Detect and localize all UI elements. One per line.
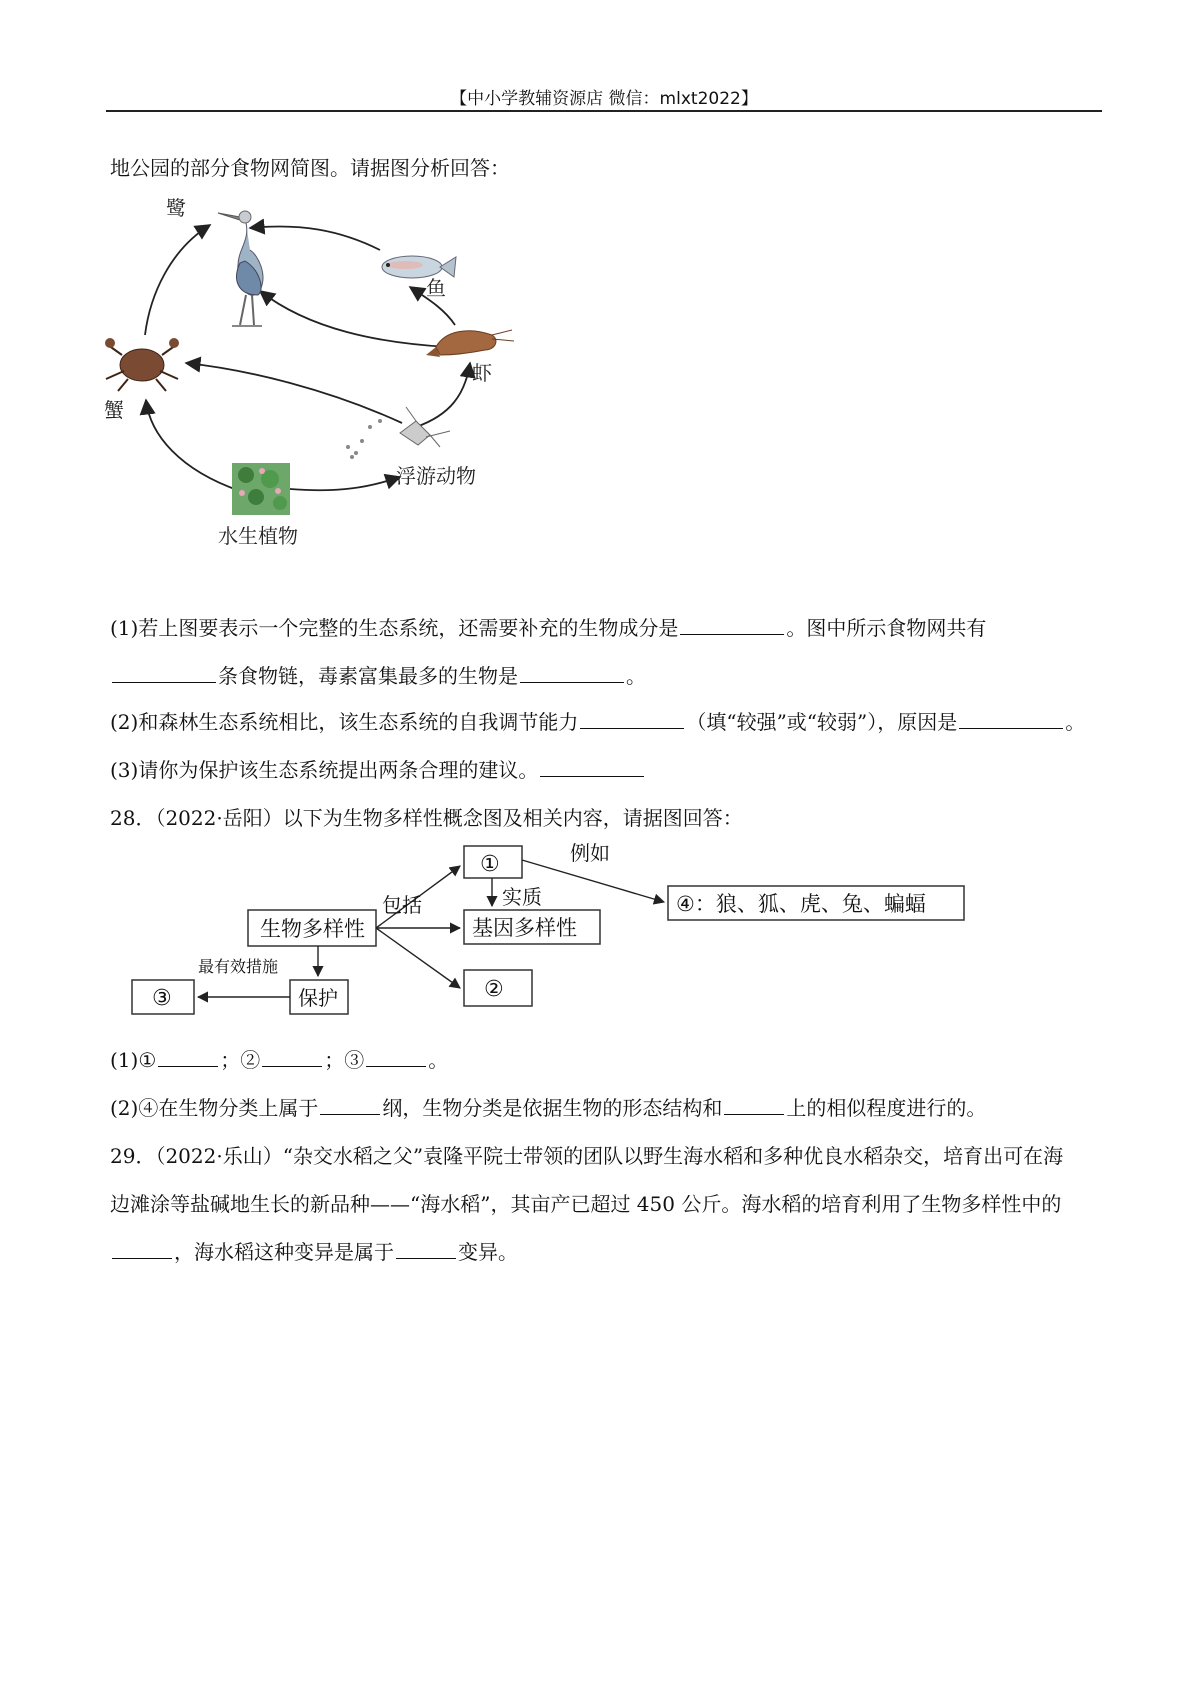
q29-line-2: 边滩涂等盐碱地生长的新品种——“海水稻”，其亩产已超过 450 公斤。海水稻的培育利用了生物多样性中的 bbox=[110, 1192, 1062, 1216]
genetic-diversity-label: 基因多样性 bbox=[472, 916, 577, 940]
answer-blank[interactable] bbox=[580, 710, 684, 729]
arrow-plankton-to-shrimp bbox=[416, 363, 470, 427]
protect-label: 保护 bbox=[298, 986, 338, 1010]
q27-line-3 bbox=[110, 708, 1085, 736]
q28-answer-2 bbox=[110, 1094, 986, 1122]
food-web-diagram bbox=[100, 195, 580, 595]
q28-answer-1 bbox=[110, 1046, 448, 1074]
arrow-plankton-to-crab bbox=[186, 363, 402, 423]
q28-text-1a: (1)① bbox=[110, 1048, 157, 1072]
aquatic-plant-icon bbox=[232, 463, 290, 515]
q27-text-3c: 。 bbox=[1065, 710, 1086, 734]
arrow-plants-to-plankton bbox=[290, 477, 400, 490]
most-effective-label: 最有效措施 bbox=[198, 957, 279, 976]
plankton-icon bbox=[346, 407, 450, 459]
shrimp-icon bbox=[426, 330, 514, 357]
plants-label: 水生植物 bbox=[218, 524, 298, 548]
heron-label: 鹭 bbox=[166, 196, 186, 220]
essence-label: 实质 bbox=[502, 885, 542, 909]
biodiversity-label: 生物多样性 bbox=[260, 917, 365, 941]
q27-text-1b: 。图中所示食物网共有 bbox=[786, 616, 987, 640]
q28-text-2b: 纲，生物分类是依据生物的形态结构和 bbox=[382, 1096, 723, 1120]
answer-blank[interactable] bbox=[680, 616, 784, 635]
arrow-shrimp-to-heron bbox=[260, 291, 448, 347]
box-2-label: ② bbox=[484, 977, 504, 1002]
answer-blank[interactable] bbox=[540, 758, 644, 777]
answer-blank[interactable] bbox=[520, 664, 624, 683]
fish-label: 鱼 bbox=[426, 276, 446, 300]
answer-blank[interactable] bbox=[112, 664, 216, 683]
intro-text: 地公园的部分食物网简图。请据图分析回答： bbox=[110, 156, 510, 180]
plankton-label: 浮游动物 bbox=[396, 464, 476, 488]
header-rule bbox=[106, 110, 1102, 112]
answer-blank[interactable] bbox=[158, 1048, 218, 1067]
answer-blank[interactable] bbox=[320, 1096, 380, 1115]
q27-text-3b: （填“较强”或“较弱”），原因是 bbox=[686, 710, 958, 734]
box-3-label: ③ bbox=[152, 986, 172, 1011]
q28-stem: 28．（2022·岳阳）以下为生物多样性概念图及相关内容，请据图回答： bbox=[110, 806, 743, 830]
biodiversity-concept-diagram bbox=[120, 838, 980, 1018]
q27-text-3a: (2)和森林生态系统相比，该生态系统的自我调节能力 bbox=[110, 710, 579, 734]
q27-text-2b: 。 bbox=[626, 664, 646, 688]
page-header: 【中小学教辅资源店 微信：mlxt2022】 bbox=[450, 89, 758, 109]
q28-text-2c: 上的相似程度进行的。 bbox=[786, 1096, 987, 1120]
answer-blank[interactable] bbox=[396, 1240, 456, 1259]
example-label: 例如 bbox=[570, 841, 610, 865]
box-1-label: ① bbox=[480, 852, 500, 877]
q28-text-1c: ；③ bbox=[324, 1048, 365, 1072]
arrow-crab-to-heron bbox=[145, 225, 210, 335]
answer-blank[interactable] bbox=[959, 710, 1063, 729]
arrow-plants-to-crab bbox=[146, 400, 240, 491]
q27-text-1a: (1)若上图要表示一个完整的生态系统，还需要补充的生物成分是 bbox=[110, 616, 679, 640]
q28-text-1b: ；② bbox=[220, 1048, 261, 1072]
q28-text-2a: (2)④在生物分类上属于 bbox=[110, 1096, 319, 1120]
includes-label: 包括 bbox=[382, 893, 422, 917]
answer-blank[interactable] bbox=[262, 1048, 322, 1067]
arrow-fish-to-heron bbox=[250, 226, 380, 250]
crab-label: 蟹 bbox=[104, 398, 124, 422]
q28-text-1d: 。 bbox=[428, 1048, 449, 1072]
q27-text-4a: (3)请你为保护该生态系统提出两条合理的建议。 bbox=[110, 758, 539, 782]
q27-line-1 bbox=[110, 614, 986, 642]
q29-line-1: 29．（2022·乐山）“杂交水稻之父”袁隆平院士带领的团队以野生海水稻和多种优良水稻杂交，培育出可在海 bbox=[110, 1144, 1064, 1168]
crab-icon bbox=[105, 338, 179, 391]
q29-text-3a: ，海水稻这种变异是属于 bbox=[174, 1240, 394, 1264]
fish-icon bbox=[382, 256, 456, 278]
answer-blank[interactable] bbox=[112, 1240, 172, 1259]
shrimp-label: 虾 bbox=[472, 361, 492, 385]
q29-line-3 bbox=[110, 1238, 518, 1266]
q27-line-2 bbox=[110, 662, 646, 690]
q29-text-3b: 变异。 bbox=[458, 1240, 518, 1264]
box-4-label: ④：狼、狐、虎、兔、蝙蝠 bbox=[676, 892, 926, 916]
q27-text-2a: 条食物链，毒素富集最多的生物是 bbox=[218, 664, 518, 688]
answer-blank[interactable] bbox=[724, 1096, 784, 1115]
q27-line-4 bbox=[110, 756, 646, 784]
answer-blank[interactable] bbox=[366, 1048, 426, 1067]
